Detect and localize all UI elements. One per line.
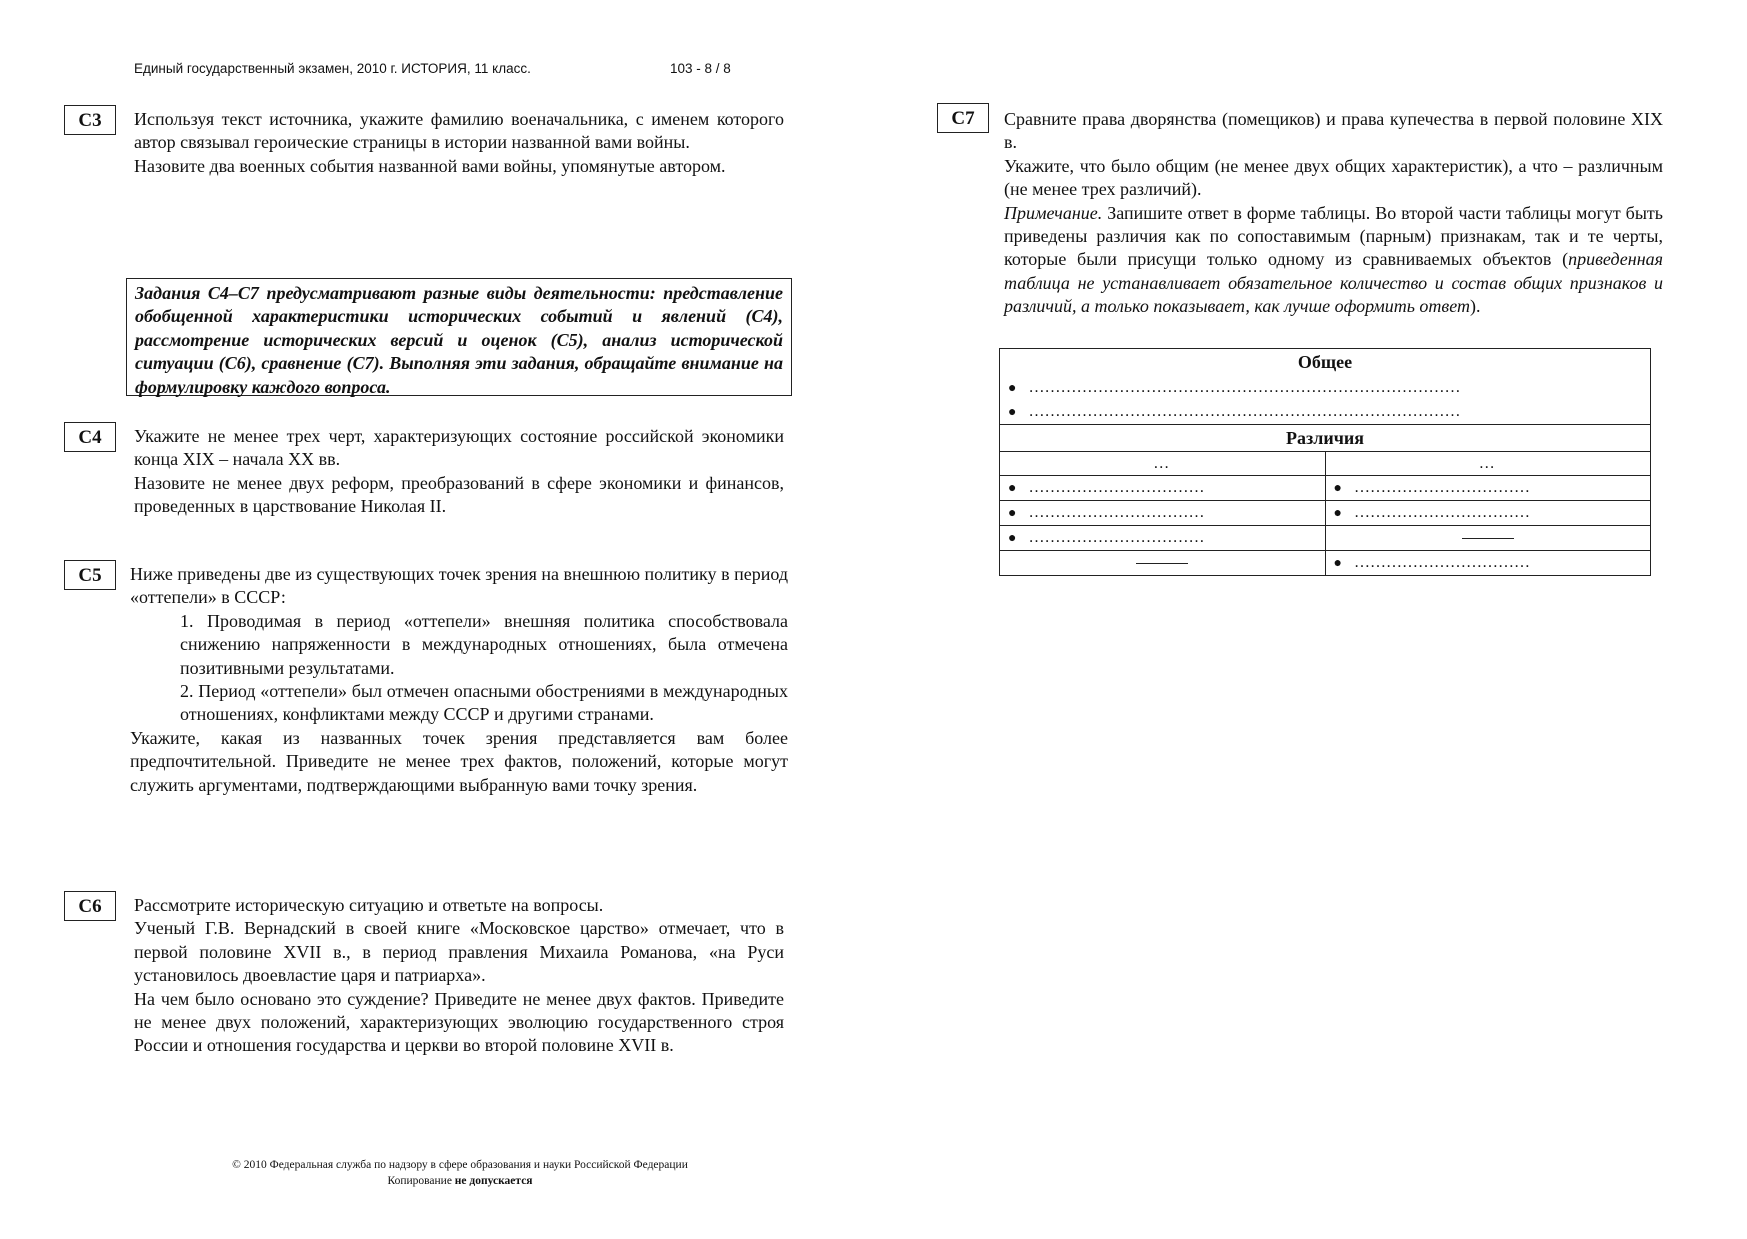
dash-mark: [1136, 563, 1188, 564]
task-c5: [130, 563, 788, 797]
table-cell: ● ……………………………: [1325, 551, 1651, 576]
differences-header: Различия: [1000, 425, 1651, 452]
table-cell: ● ……………………………: [1325, 476, 1651, 501]
common-line: ● ………………………………………………………………………: [1008, 403, 1461, 420]
task-code-c4: С4: [64, 422, 116, 452]
task-code-c3: С3: [64, 105, 116, 135]
comparison-table: [999, 348, 1651, 576]
table-cell-empty: [1325, 526, 1651, 551]
task-c6-question: На чем было основано это суждение? Приведите не менее двух фактов. Приведите не менее двух положений, характеризующих эволюцию государственного строя России и отношения государства и церкви во второй половине XVII в.: [134, 988, 784, 1056]
dash-mark: [1462, 538, 1514, 539]
task-code-c7: С7: [937, 103, 989, 133]
table-cell: ● ……………………………: [1000, 526, 1326, 551]
page-header: [134, 61, 731, 76]
copy-notice: Копирование не допускается: [387, 1175, 533, 1187]
task-c7-note: Примечание. Запишите ответ в форме таблицы. Во второй части таблицы могут быть приведены различия как по сопоставимым (парным) признакам, так и те черты, которые были присущи только одному из сравниваемых объектов (приведенная таблица не устанавливает обязательное количество и состав общих признаков и различий, а только показывает, как лучше оформить ответ).: [1004, 202, 1663, 317]
task-code-c6: С6: [64, 891, 116, 921]
task-c5-intro: Ниже приведены две из существующих точек зрения на внешнюю политику в период «оттепели» в СССР:: [130, 564, 788, 608]
page-footer: [195, 1157, 725, 1189]
table-cell-empty: [1000, 551, 1326, 576]
instructions-box: Задания С4–С7 предусматривают разные виды деятельности: представление обобщенной характеристики исторических событий и явлений (С4), рассмотрение исторических версий и оценок (С5), анализ исторической ситуации (С6), сравнение (С7). Выполняя эти задания, обращайте внимание на формулировку каждого вопроса.: [126, 278, 792, 396]
exam-title: Единый государственный экзамен, 2010 г. ИСТОРИЯ, 11 класс.: [134, 61, 531, 76]
task-c4: [134, 425, 784, 519]
task-c3-question: Используя текст источника, укажите фамилию военачальника, с именем которого автор связывал героические страницы в истории названной вами войны.: [134, 109, 784, 153]
diff-column-2-header: …: [1325, 452, 1651, 476]
table-common-section: [1000, 349, 1651, 425]
diff-column-1-header: …: [1000, 452, 1326, 476]
task-c7: [1004, 108, 1663, 319]
page-number: 103 - 8 / 8: [670, 61, 731, 76]
task-c4-question: Укажите не менее трех черт, характеризующих состояние российской экономики конца XIX – начала XX вв.: [134, 426, 784, 470]
common-line: ● ………………………………………………………………………: [1008, 379, 1461, 396]
common-header: Общее: [1297, 352, 1353, 372]
task-c7-question-2: Укажите, что было общим (не менее двух общих характеристик), а что – различным (не менее трех различий).: [1004, 155, 1663, 200]
task-c3: [134, 108, 784, 178]
viewpoint-1: 1. Проводимая в период «оттепели» внешняя политика способствовала снижению напряженности в международных отношениях, была отмечена позитивными результатами.: [180, 610, 788, 678]
task-c6: [134, 894, 784, 1058]
task-c5-question: Укажите, какая из названных точек зрения представляется вам более предпочтительной. Приведите не менее трех фактов, положений, которые могут служить аргументами, подтверждающими выбранную вами точку зрения.: [130, 727, 788, 795]
table-cell: ● ……………………………: [1000, 501, 1326, 526]
copyright: © 2010 Федеральная служба по надзору в сфере образования и науки Российской Федерации: [232, 1159, 688, 1171]
task-c3-question-2: Назовите два военных события названной вами войны, упомянутые автором.: [134, 155, 726, 176]
task-c4-question-2: Назовите не менее двух реформ, преобразований в сфере экономики и финансов, проведенных в царствование Николая II.: [134, 472, 784, 517]
task-c7-question: Сравните права дворянства (помещиков) и права купечества в первой половине XIX в.: [1004, 109, 1663, 153]
table-cell: ● ……………………………: [1325, 501, 1651, 526]
viewpoint-2: 2. Период «оттепели» был отмечен опасными обострениями в международных отношениях, конфликтами между СССР и другими странами.: [180, 681, 788, 725]
table-cell: ● ……………………………: [1000, 476, 1326, 501]
task-c6-intro: Рассмотрите историческую ситуацию и ответьте на вопросы.: [134, 895, 604, 915]
task-c6-situation: Ученый Г.В. Вернадский в своей книге «Московское царство» отмечает, что в первой половине XVII в., в период правления Михаила Романова, «на Руси установилось двоевластие царя и патриарха».: [134, 918, 784, 986]
task-code-c5: С5: [64, 560, 116, 590]
